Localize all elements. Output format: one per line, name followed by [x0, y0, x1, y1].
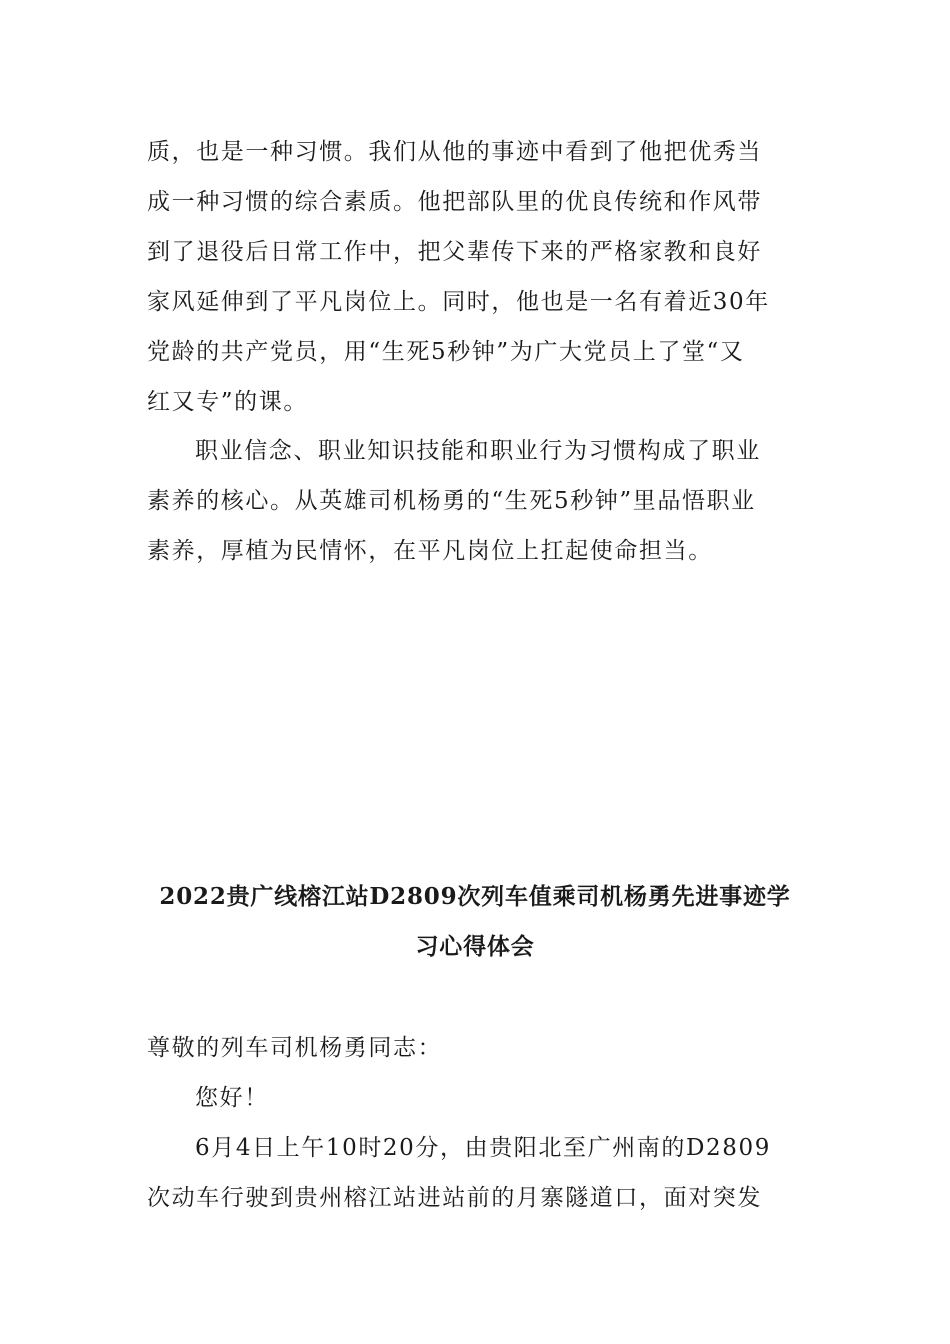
paragraph-line: 红又专”的课。 [147, 389, 308, 415]
paragraph-line: 质，也是一种习惯。我们从他的事迹中看到了他把优秀当 [147, 139, 762, 165]
paragraph-line: 素养的核心。从英雄司机杨勇的“生死5秒钟”里品悟职业 [147, 488, 756, 514]
paragraph-line: 素养，厚植为民情怀，在平凡岗位上扛起使命担当。 [147, 538, 713, 564]
article-title-line: 习心得体会 [415, 933, 535, 960]
article-title-line: 2022贵广线榕江站D2809次列车值乘司机杨勇先进事迹学 [159, 883, 791, 910]
paragraph-line: 家风延伸到了平凡岗位上。同时，他也是一名有着近30年 [147, 289, 770, 315]
salutation: 尊敬的列车司机杨勇同志： [147, 1035, 443, 1061]
paragraph-line: 成一种习惯的综合素质。他把部队里的优良传统和作风带 [147, 189, 762, 215]
paragraph-line: 职业信念、职业知识技能和职业行为习惯构成了职业 [195, 438, 761, 464]
paragraph-line: 党龄的共产党员，用“生死5秒钟”为广大党员上了堂“又 [147, 339, 745, 365]
greeting: 您好！ [195, 1085, 269, 1111]
paragraph-line: 6月4日上午10时20分，由贵阳北至广州南的D2809 [195, 1135, 771, 1161]
paragraph-line: 次动车行驶到贵州榕江站进站前的月寨隧道口，面对突发 [147, 1185, 762, 1211]
paragraph-line: 到了退役后日常工作中，把父辈传下来的严格家教和良好 [147, 239, 762, 265]
